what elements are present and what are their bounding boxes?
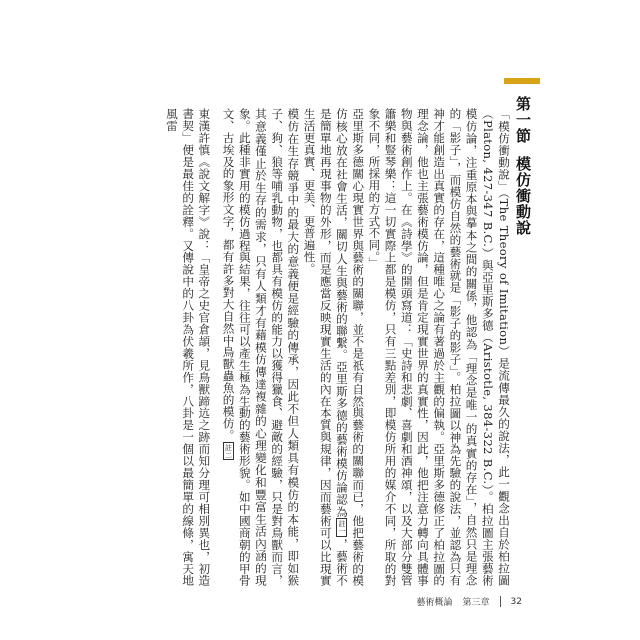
- footer-divider: [500, 596, 501, 607]
- heading-accent-bar: [504, 78, 540, 84]
- paragraph-4: 東漢許慎《說文解字》說：「皇帝之史官倉頡，見鳥獸蹄迒之跡而知分理可相別異也，初造書契」便是最佳的詮釋。又傳說中的八卦為伏羲所作，八卦是一個以最簡單的線條，寓天地風雷: [164, 107, 212, 586]
- paragraph-2-text-b: ，藝術不是簡單地再現事物的外形，而是應當反映現實生活的內在本質與規律，因而藝術可以比現實生活更真實、更美、更普遍性。: [302, 107, 349, 586]
- heading-text: [513, 96, 534, 236]
- page-number: 32: [510, 596, 522, 607]
- footer-book-title: 藝術概論: [416, 598, 453, 608]
- footnote-marker-2[interactable]: 註二: [224, 443, 233, 459]
- page-footer: [417, 595, 522, 608]
- paragraph-2-text: 亞里斯多德關心現實世界與藝術的關聯，並不是祇有自然與藝術的關聯而已，他把藝術的模仿核心放在社會生活，關切人生與藝術的聯繫。亞里斯多德的藝術模仿論認為: [334, 107, 366, 586]
- footnote-marker-1[interactable]: 註一: [337, 520, 346, 535]
- section-number: 第一節: [514, 96, 532, 144]
- paragraph-3: [220, 96, 301, 586]
- paragraph-3-text: 模仿在生存競爭中的最大的意義便是經驗的傳承，因此不但人類具有模仿的本能，即如猴子、狗、狼等哺乳動物，也都具有模仿的能力以獲得獵食、避敵的經驗，只是對鳥獸而言，其意義僅止於生存的需求，只有人類才有藉模仿傳達複雜的心理變化和豐富生活內涵的現象。此種非實用的模仿過程與結果，往往可以產生極為生動的藝術形貌。如中國商朝的甲骨文、古埃及的象形文字，都有許多對大自然中鳥獸蟲魚的模仿。: [221, 107, 301, 586]
- paragraph-1: 「模仿衝動說」（The Theory of Imitation）是流傳最久的說法，此一觀念出自於柏拉圖（Platon, 427-347 B.C.）與亞里斯多德（Aristotle, 384-322 B.C.）。柏拉圖主張藝術模仿論，注重原本與摹本之間的關係，他認為「理念是唯一的真實的存在」，自然只是理念的「影子」，而模仿自然的藝術就是「影子的影子」。柏拉圖以神為先驗的說法，並認為只有神才能創造出真實的存在，這種唯心之論有著過於主觀的偏執。亞里斯多德修正了柏拉圖的理念論，他也主張藝術模仿論，但是肯定現實世界的真實性，因此，他把注意力轉向具體事物與藝術創作上。在《詩學》的開頭寫道：「史詩和悲劇、喜劇和酒神頌，以及大部分雙管簫樂和豎琴樂：這一切實際上都是模仿，只有三點差別，即模仿所用的媒介不同，所取的對象不同，所採用的方式不同。」: [367, 107, 511, 586]
- footer-chapter: 第三章: [462, 598, 490, 608]
- section-title: 模仿衝動說: [514, 156, 532, 236]
- paragraph-2: [301, 96, 366, 586]
- body-text: [110, 96, 512, 586]
- book-page: [100, 0, 540, 640]
